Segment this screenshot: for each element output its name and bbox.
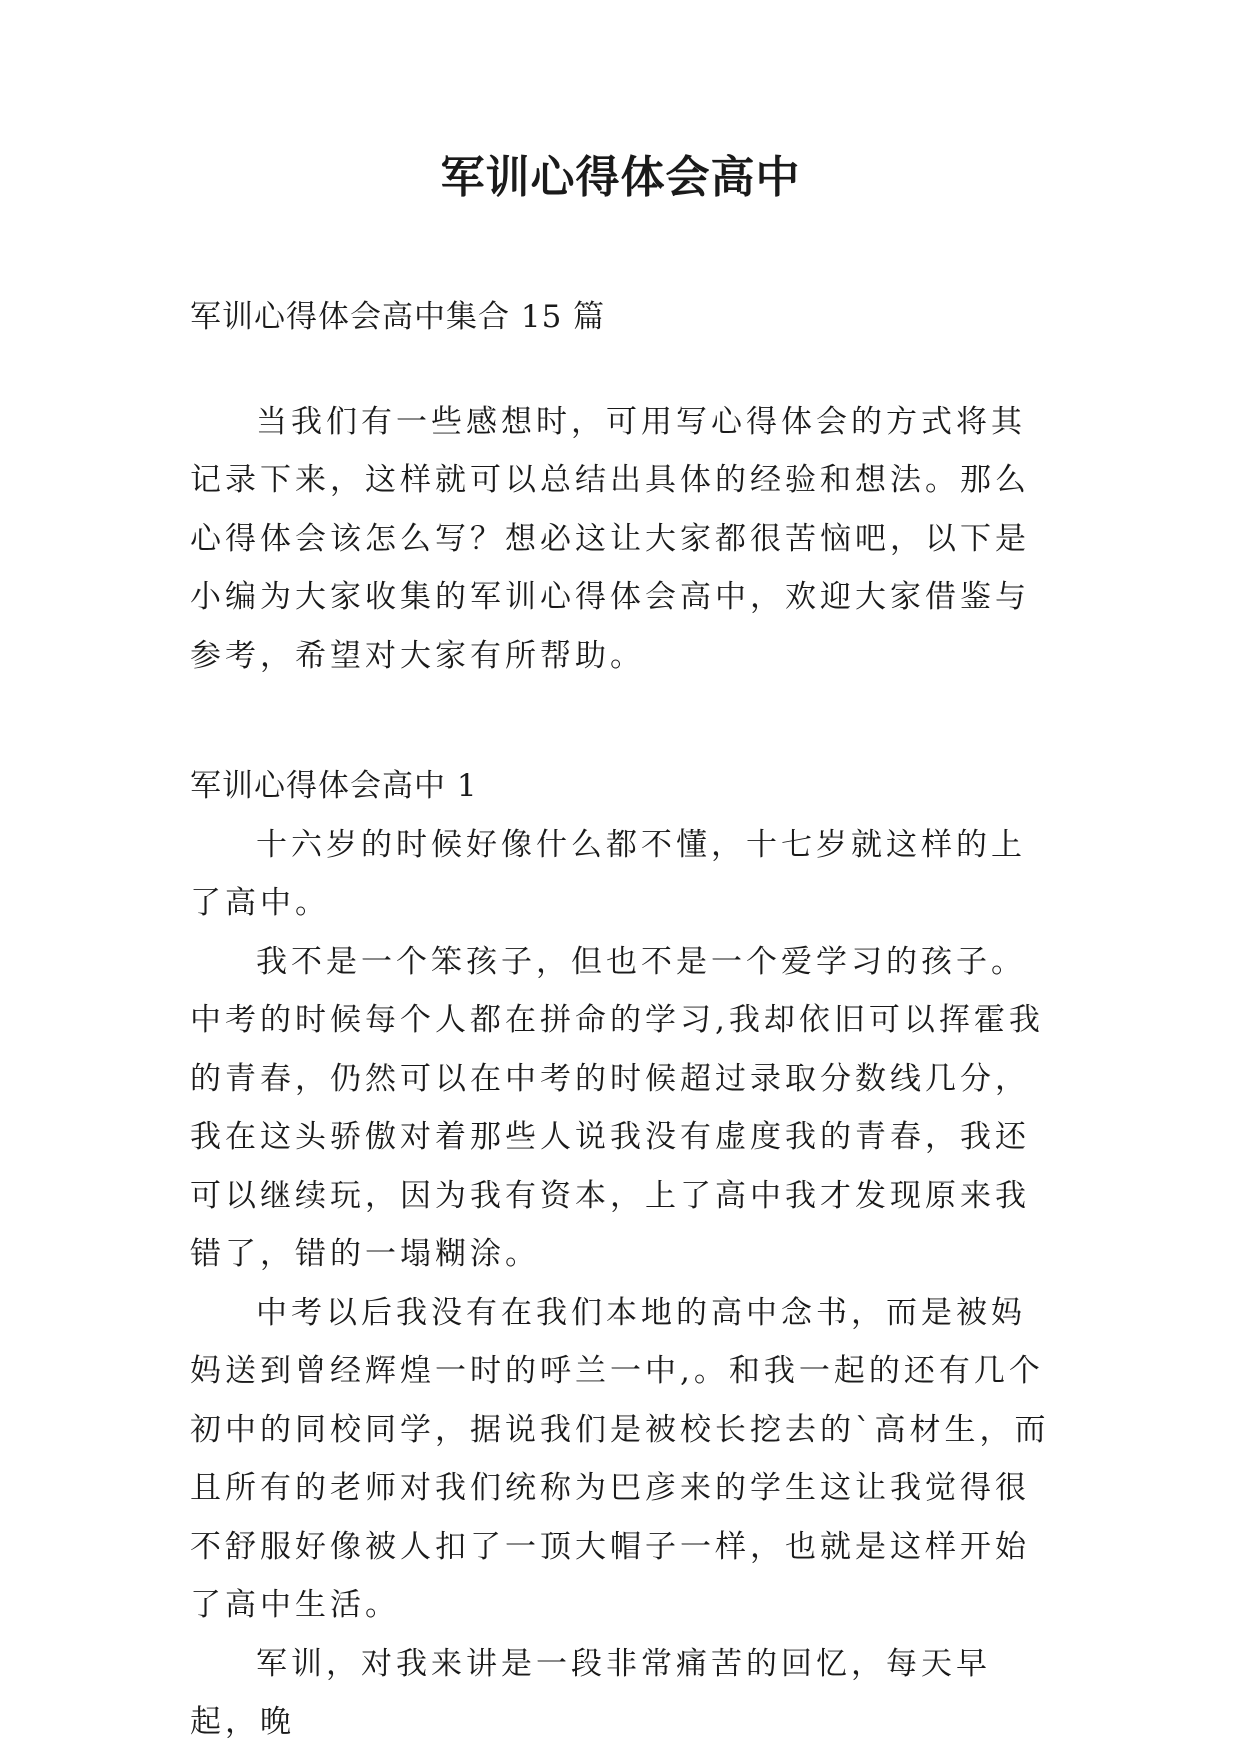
body-paragraph: 中考以后我没有在我们本地的高中念书，而是被妈妈送到曾经辉煌一时的呼兰一中,。和我一起的还有几个初中的同校同学，据说我们是被校长挖去的`高材生，而且所有的老师对我们统称为巴彦来的学生这让我觉得很不舒服好像被人扣了一顶大帽子一样，也就是这样开始了高中生活。 xyxy=(190,1294,1050,1623)
section-heading: 军训心得体会高中 1 xyxy=(190,768,478,804)
spacer xyxy=(190,347,1050,393)
intro-paragraph: 当我们有一些感想时，可用写心得体会的方式将其记录下来，这样就可以总结出具体的经验和想法。那么心得体会该怎么写？想必这让大家都很苦恼吧，以下是小编为大家收集的军训心得体会高中，欢迎大家借鉴与参考，希望对大家有所帮助。 xyxy=(190,403,1030,674)
document-subtitle: 军训心得体会高中集合 15 篇 xyxy=(190,299,606,335)
document-title: 军训心得体会高中 xyxy=(440,152,801,203)
body-paragraph: 军训，对我来讲是一段非常痛苦的回忆，每天早起，晚 xyxy=(190,1645,991,1740)
body-paragraph: 我不是一个笨孩子，但也不是一个爱学习的孩子。中考的时候每个人都在拼命的学习,我却依旧可以挥霍我的青春，仍然可以在中考的时候超过录取分数线几分，我在这头骄傲对着那些人说我没有虚度我的青春，我还可以继续玩，因为我有资本，上了高中我才发现原来我错了，错的一塌糊涂。 xyxy=(190,943,1044,1272)
document-body xyxy=(190,288,1050,1752)
body-paragraph: 十六岁的时候好像什么都不懂，十七岁就这样的上了高中。 xyxy=(190,826,1026,921)
spacer xyxy=(190,685,1050,757)
